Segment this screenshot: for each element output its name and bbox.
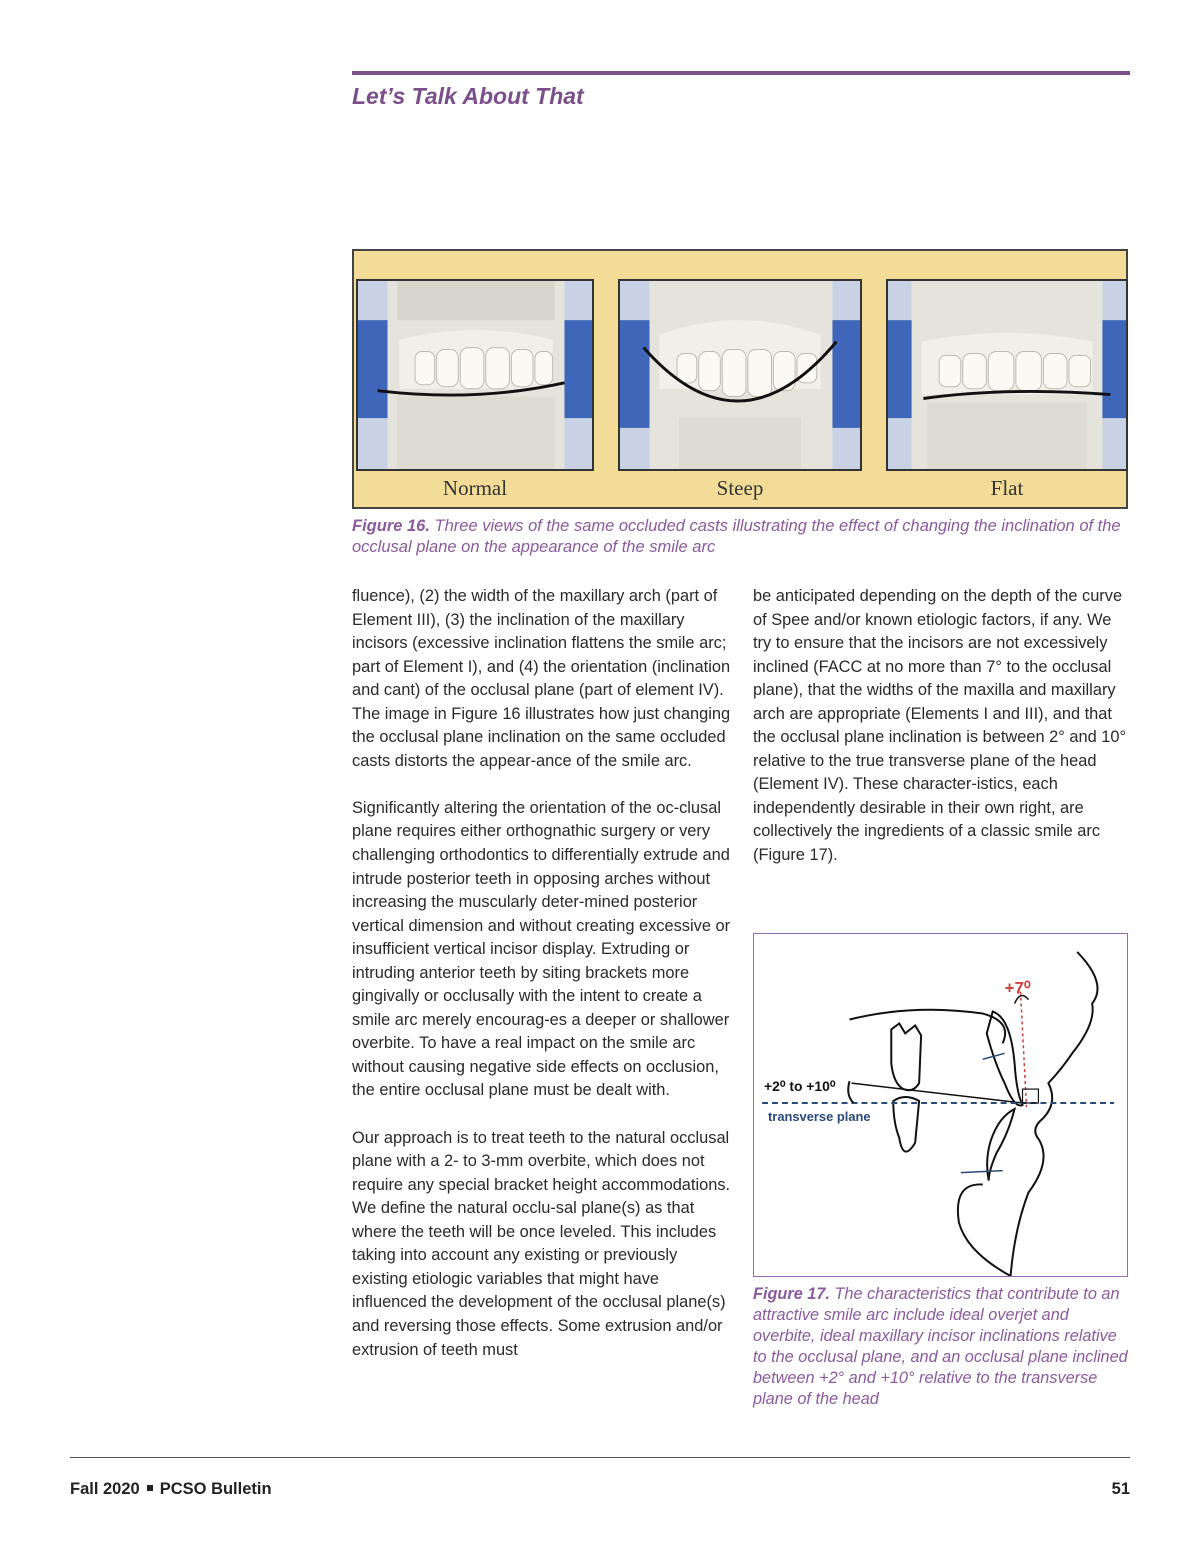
range-label: +2⁰ to +10⁰ bbox=[764, 1078, 836, 1095]
cast-photo-steep bbox=[618, 279, 862, 471]
footer-season: Fall 2020 bbox=[70, 1480, 140, 1498]
figure-16-caption bbox=[352, 516, 1132, 558]
page-number: 51 bbox=[1111, 1480, 1130, 1498]
facial-profile-diagram bbox=[754, 934, 1127, 1276]
body-paragraph: Significantly altering the orientation of the oc-clusal plane requires either orthognathic surgery or very challenging orthodontics to differentially extrude and intrude posterior teeth in opposing arches without increasing the muscularly deter-mined posterior vertical dimension and without creating excessive or insufficient vertical incisor display. Extruding or intruding anterior teeth by siting brackets more gingivally or occlusally with the intent to create a smile arc merely encourag-es a deeper or shallower overbite. To have a real impact on the smile arc without causing negative side effects on occlusion, the entire occlusal plane must be dealt with. bbox=[352, 798, 731, 1100]
panel-label-normal: Normal bbox=[442, 476, 508, 500]
body-column-right bbox=[753, 585, 1133, 891]
panel-label-steep: Steep bbox=[716, 476, 764, 500]
top-rule bbox=[352, 71, 1130, 75]
figure-16-caption-text: Three views of the same occluded casts illustrating the effect of changing the inclination of the occlusal plane on the appearance of the smile arc bbox=[352, 517, 1121, 556]
bullet-icon bbox=[147, 1485, 153, 1491]
figure-16-caption-label: Figure 16. bbox=[352, 517, 430, 535]
panel-label-flat: Flat bbox=[990, 476, 1024, 500]
footer-publication-name: PCSO Bulletin bbox=[159, 1480, 272, 1498]
body-column-left bbox=[352, 585, 732, 1386]
figure-17-caption-text: The characteristics that contribute to an attractive smile arc include ideal overjet and overbite, ideal maxillary incisor inclinations relative to the occlusal plane, and an occlusal plane inclined between +2° and +10° relative to the transverse plane of the head bbox=[753, 1285, 1128, 1408]
section-title: Let’s Talk About That bbox=[352, 83, 584, 109]
figure-17-caption-label: Figure 17. bbox=[753, 1285, 830, 1303]
figure-17-caption bbox=[753, 1284, 1128, 1410]
figure-16 bbox=[352, 249, 1128, 509]
body-paragraph: fluence), (2) the width of the maxillary arch (part of Element III), (3) the inclination of the maxillary incisors (excessive inclination flattens the smile arc; part of Element I), and (4) the orientation (inclination and cant) of the occlusal plane (part of element IV). The image in Figure 16 illustrates how just changing the occlusal plane inclination on the same occluded casts distorts the appear-ance of the smile arc. bbox=[352, 587, 731, 770]
cast-photo-flat bbox=[886, 279, 1128, 471]
body-paragraph: be anticipated depending on the depth of the curve of Spee and/or known etiologic factors, if any. We try to ensure that the incisors are not excessively inclined (FACC at no more than 7° to the occlusal plane), that the widths of the maxilla and maxillary arch are appropriate (Elements I and III), and that the occlusal plane inclination is between 2° and 10° relative to the true transverse plane of the head (Element IV). These character-istics, each independently desirable in their own right, are collectively the ingredients of a classic smile arc (Figure 17). bbox=[753, 587, 1127, 865]
body-paragraph: Our approach is to treat teeth to the natural occlusal plane with a 2- to 3-mm overbite, which does not require any special bracket height accommodations. We define the natural occlu-sal plane(s) as that where the teeth will be once leveled. This includes taking into account any existing or previously existing etiologic variables that might have influenced the development of the occlusal plane(s) and reversing those effects. Some extrusion and/or extrusion of teeth must bbox=[352, 1128, 731, 1359]
transverse-plane-label: transverse plane bbox=[768, 1108, 871, 1124]
cast-photo-normal bbox=[356, 279, 594, 471]
figure-17 bbox=[753, 933, 1128, 1277]
angle-label: +7⁰ bbox=[1004, 978, 1031, 998]
footer-rule bbox=[70, 1457, 1130, 1458]
footer-publication bbox=[70, 1480, 272, 1499]
